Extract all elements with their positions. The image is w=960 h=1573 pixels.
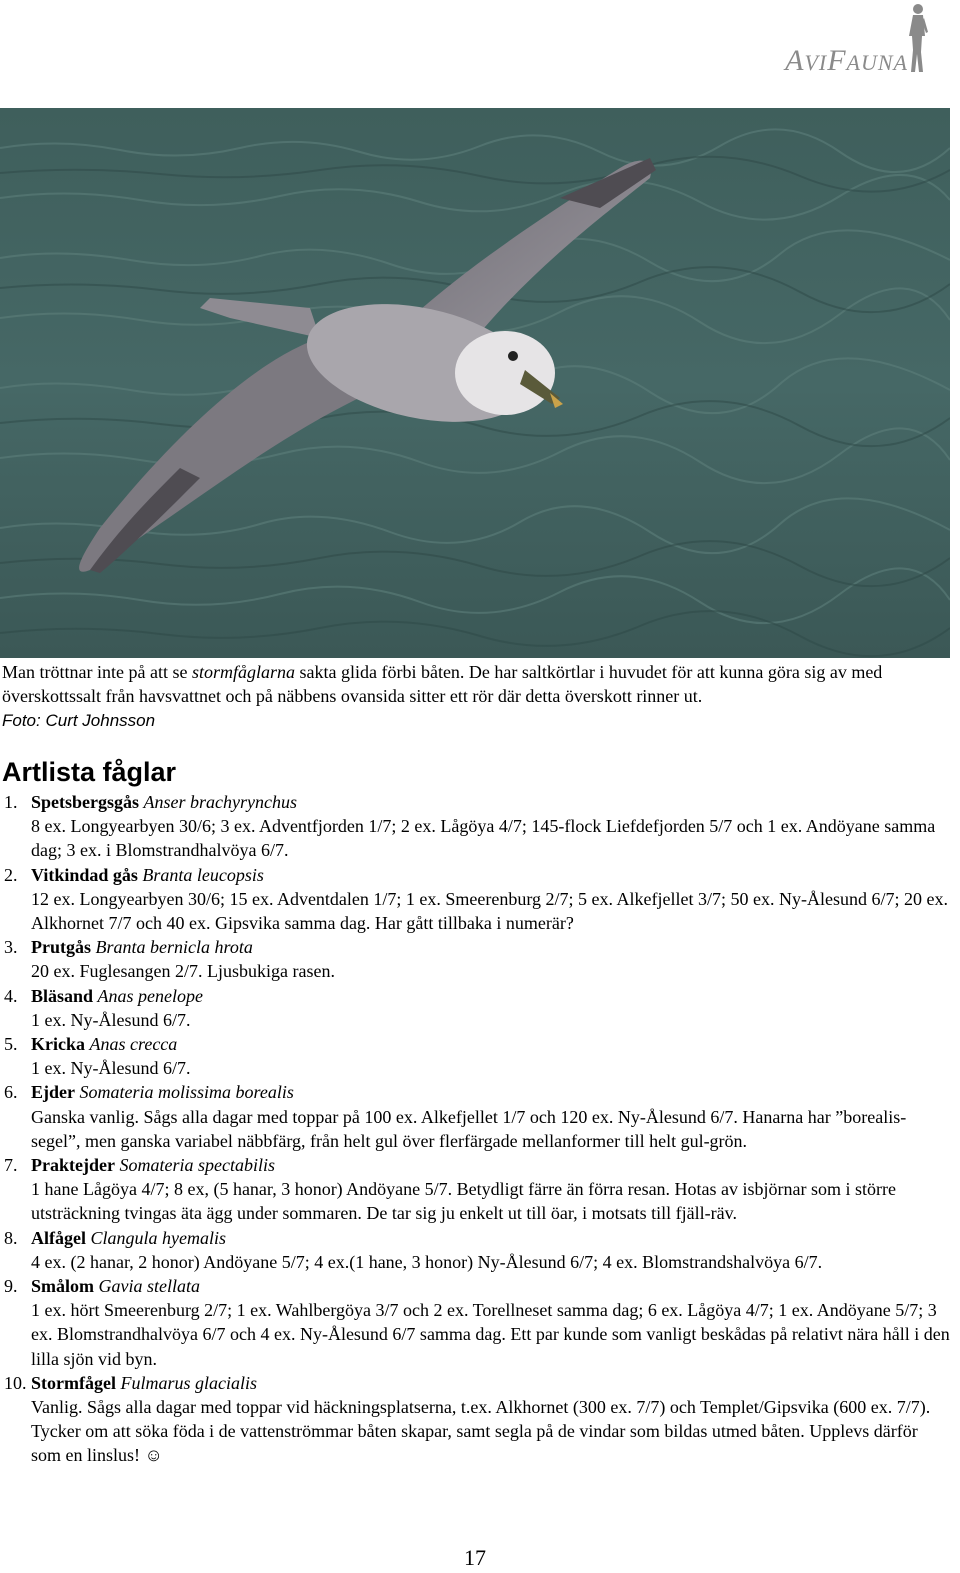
caption-italic-term: stormfåglarna bbox=[191, 662, 295, 682]
species-number: 3. bbox=[4, 937, 18, 958]
species-latin-name: Somateria molissima borealis bbox=[79, 1082, 294, 1103]
species-latin-name: Branta bernicla hrota bbox=[95, 937, 253, 958]
species-name: Vitkindad gås bbox=[31, 864, 138, 885]
species-heading bbox=[0, 984, 950, 1008]
species-number: 8. bbox=[4, 1227, 18, 1248]
species-observations: 1 ex. Ny-Ålesund 6/7. bbox=[31, 1058, 191, 1079]
species-heading bbox=[0, 1274, 950, 1298]
species-observations: 1 hane Lågöya 4/7; 8 ex, (5 hanar, 3 honor) Andöyane 5/7. Betydligt färre än förra resan. Hotas av isbjörnar som i större utsträckning tvingas äta ägg under sommaren. De tar sig ju enkelt ut till öar, i motsats till fjäll-räv. bbox=[31, 1179, 897, 1224]
photo-credit: Foto: Curt Johnsson bbox=[2, 711, 156, 730]
species-latin-name: Branta leucopsis bbox=[142, 864, 264, 885]
species-latin-name: Somateria spectabilis bbox=[119, 1155, 275, 1176]
species-heading bbox=[0, 1080, 950, 1104]
species-number: 9. bbox=[4, 1276, 18, 1297]
caption-text: Man tröttnar inte på att se bbox=[2, 662, 192, 682]
species-entry bbox=[0, 1226, 950, 1274]
species-name: Bläsand bbox=[31, 985, 94, 1006]
species-heading bbox=[0, 1226, 950, 1250]
species-number: 10. bbox=[4, 1372, 27, 1393]
species-entry bbox=[0, 863, 950, 936]
species-heading bbox=[0, 790, 950, 814]
species-latin-name: Anas penelope bbox=[97, 985, 204, 1006]
species-latin-name: Anser brachyrynchus bbox=[143, 792, 297, 812]
avifauna-logo bbox=[754, 0, 944, 78]
species-number: 6. bbox=[4, 1082, 18, 1103]
species-latin-name: Anas crecca bbox=[89, 1034, 178, 1055]
species-entry bbox=[0, 984, 950, 1032]
page-heading: Artlista fåglar bbox=[2, 757, 177, 787]
species-number: 2. bbox=[4, 864, 18, 885]
species-number: 1. bbox=[4, 792, 18, 812]
species-name: Prutgås bbox=[31, 937, 91, 958]
species-heading bbox=[0, 863, 950, 887]
species-heading bbox=[0, 1371, 950, 1395]
species-entry bbox=[0, 1274, 950, 1371]
fulmar-flying-over-sea-image bbox=[0, 108, 950, 658]
species-name: Spetsbergsgås bbox=[31, 792, 140, 812]
logo-wordmark: AVIFAUNA bbox=[785, 44, 908, 77]
caption-text-cont: sakta glida förbi båten. De har saltkörtlar i huvudet för att kunna göra sig av med överskottssalt från havsvattnet och på näbbens ovansida sitter ett rör där detta överskott rinner ut. bbox=[2, 662, 883, 706]
species-number: 4. bbox=[4, 985, 18, 1006]
species-number: 7. bbox=[4, 1155, 18, 1176]
species-observations: Vanlig. Sågs alla dagar med toppar vid häckningsplatserna, t.ex. Alkhornet (300 ex. 7/7) och Templet/Gipsvika (600 ex. 7/7). Tycker om att söka föda i de vattenströmmar båten skapar, samt segla på de vindar som bildas utmed båten. Upplevs därför som en linslus! ☺ bbox=[31, 1397, 931, 1466]
species-observations: 20 ex. Fuglesangen 2/7. Ljusbukiga rasen. bbox=[31, 961, 335, 982]
page-number: 17 bbox=[464, 1545, 486, 1570]
species-observations: 1 ex. Ny-Ålesund 6/7. bbox=[31, 1009, 191, 1030]
species-entry bbox=[0, 1080, 950, 1153]
fulmar-photo bbox=[0, 108, 950, 658]
species-name: Praktejder bbox=[31, 1155, 115, 1176]
species-observations: 12 ex. Longyearbyen 30/6; 15 ex. Adventdalen 1/7; 1 ex. Smeerenburg 2/7; 5 ex. Alkefjellet 3/7; 50 ex. Ny-Ålesund 6/7; 20 ex. Alkhornet 7/7 och 40 ex. Gipsvika samma dag. Har gått tillbaka i numerär? bbox=[31, 888, 948, 934]
photo-caption bbox=[2, 660, 954, 733]
species-entry bbox=[0, 1371, 950, 1468]
species-name: Smålom bbox=[31, 1276, 94, 1297]
species-observations: Ganska vanlig. Sågs alla dagar med toppar på 100 ex. Alkefjellet 1/7 och 120 ex. Ny-Ålesund 6/7. Hanarna har ”borealis- segel”, men ganska variabel näbbfärg, från helt gul över flerfärgade mellanformer till helt gul-grön. bbox=[31, 1106, 907, 1151]
species-list bbox=[0, 790, 950, 1468]
species-latin-name: Fulmarus glacialis bbox=[120, 1372, 257, 1393]
species-latin-name: Clangula hyemalis bbox=[90, 1227, 226, 1248]
species-observations: 4 ex. (2 hanar, 2 honor) Andöyane 5/7; 4 ex.(1 hane, 3 honor) Ny-Ålesund 6/7; 4 ex. Blomstrandshalvöya 6/7. bbox=[31, 1251, 823, 1272]
species-name: Alfågel bbox=[31, 1227, 86, 1248]
species-name: Stormfågel bbox=[31, 1372, 116, 1393]
species-entry bbox=[0, 935, 950, 983]
species-heading bbox=[0, 1153, 950, 1177]
species-observations: 1 ex. hört Smeerenburg 2/7; 1 ex. Wahlbergöya 3/7 och 2 ex. Torellneset samma dag; 6 ex. Lågöya 4/7; 1 ex. Andöyane 5/7; 3 ex. Blomstrandhalvöya 6/7 och 4 ex. Ny-Ålesund 6/7 samma dag. Ett par kunde som vanligt beskådas på relativt nära håll i den lilla sjön vid byn. bbox=[31, 1300, 950, 1369]
species-number: 5. bbox=[4, 1034, 18, 1055]
species-name: Kricka bbox=[31, 1034, 85, 1055]
species-heading bbox=[0, 935, 950, 959]
species-entry bbox=[0, 1153, 950, 1226]
species-latin-name: Gavia stellata bbox=[98, 1276, 200, 1297]
species-entry bbox=[0, 790, 950, 863]
species-observations: 8 ex. Longyearbyen 30/6; 3 ex. Adventfjorden 1/7; 2 ex. Lågöya 4/7; 145-flock Liefdefjorden 5/7 och 1 ex. Andöyane samma dag; 3 ex. i Blomstrandhalvöya 6/7. bbox=[31, 816, 936, 861]
hiker-figure-icon bbox=[904, 2, 930, 74]
species-name: Ejder bbox=[31, 1082, 75, 1103]
species-entry bbox=[0, 1032, 950, 1080]
species-heading bbox=[0, 1032, 950, 1056]
